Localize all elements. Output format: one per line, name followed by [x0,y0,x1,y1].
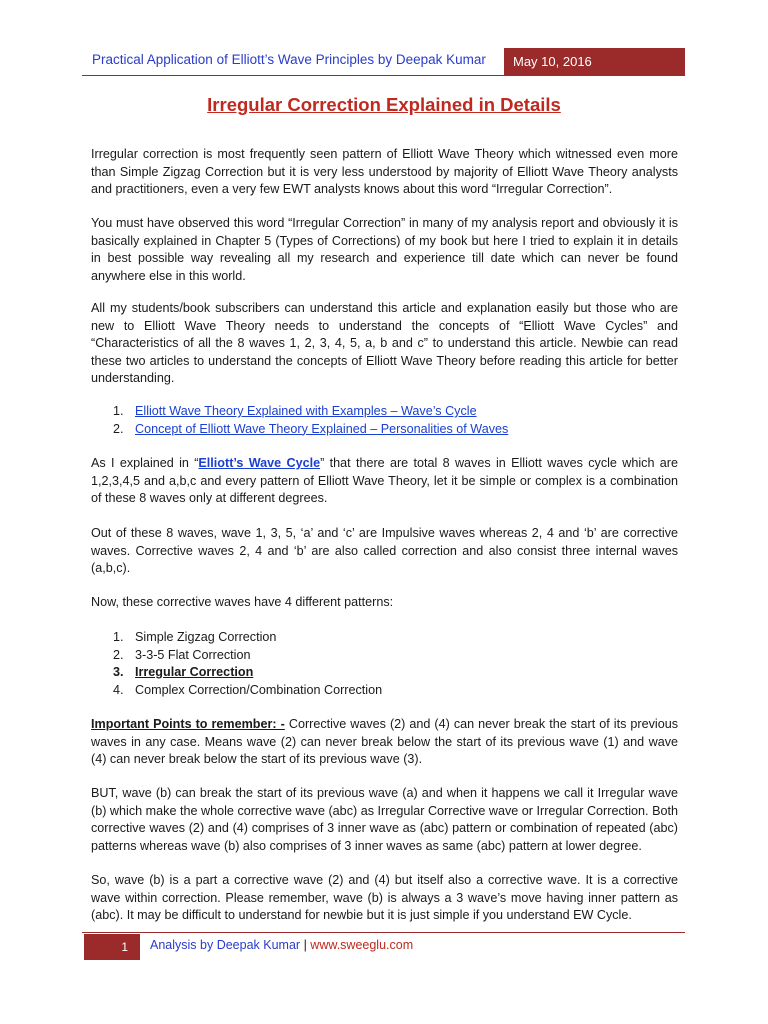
page-header [82,48,685,76]
list-item-text: 3-3-5 Flat Correction [135,647,251,662]
list-item [113,403,673,421]
paragraph-5 [91,525,678,578]
footer-website-link[interactable]: www.sweeglu.com [310,938,414,952]
paragraph-4-rest: ” that there are total 8 waves in Elliott waves cycle which are 1,2,3,4,5 and a,b,c and every pattern of Elliott Wave Theory, let it be simple or complex is a combination of these 8 waves only at different degrees. [91,456,678,505]
document-title [0,94,768,116]
list-number: 2. [113,421,124,436]
document-title-text: Irregular Correction Explained in Details [207,94,561,115]
paragraph-7-rest: Corrective waves (2) and (4) can never break the start of its previous waves in any case. Means wave (2) can never break below the start of its previous wave (1) and wave (4) can never break below the start of its previous wave (3). [91,717,678,766]
paragraph-1-text: Irregular correction is most frequently seen pattern of Elliott Wave Theory which witnessed even more than Simple Zigzag Correction but it is very less understood by majority of Elliott Wave Theory analysts and practitioners, even a very few EWT analysts knows about this word “Irregular Correction”. [91,147,678,196]
paragraph-9-text: So, wave (b) is a part a corrective wave (2) and (4) but itself also a corrective wave. It is a corrective wave within correction. Please remember, wave (b) is always a 3 wave’s move having inner pattern as (abc). It may be difficult to understand for newbie but it is just simple if you understand EW Cycle. [91,873,678,922]
paragraph-4-lead: As I explained in “ [91,456,199,470]
list-item [113,629,673,647]
article-link-personalities[interactable]: Concept of Elliott Wave Theory Explained – Personalities of Waves [135,421,509,436]
paragraph-9 [91,872,678,925]
paragraph-8-text: BUT, wave (b) can break the start of its previous wave (a) and when it happens we call it Irregular wave (b) which make the whole corrective wave (abc) as Irregular Corrective wave or Irregular Correction. Both corrective waves (2) and (4) comprises of 3 inner wave as (abc) pattern or combination of repeated (abc) patterns whereas wave (b) also comprises of 3 inner waves as same (abc) pattern at lower degree. [91,786,678,853]
paragraph-7 [91,716,678,769]
article-links-list [113,403,673,438]
list-item [113,664,673,682]
footer-author: Analysis by Deepak Kumar [150,938,301,952]
paragraph-8 [91,785,678,855]
list-item-text: Simple Zigzag Correction [135,630,277,644]
list-item [113,421,673,439]
footer-separator: | [303,938,307,952]
list-number: 3. [113,665,124,679]
paragraph-6-text: Now, these corrective waves have 4 different patterns: [91,595,394,609]
header-title: Practical Application of Elliott’s Wave Principles by Deepak Kumar [92,52,486,67]
paragraph-2 [91,215,678,285]
elliotts-wave-cycle-link[interactable]: Elliott’s Wave Cycle [198,456,321,470]
list-item-text: Irregular Correction [135,665,254,679]
article-link-wave-cycle[interactable]: Elliott Wave Theory Explained with Examples – Wave’s Cycle [135,404,477,418]
list-number: 2. [113,647,124,662]
patterns-list [113,629,673,699]
list-item [113,682,673,700]
footer-rule [82,932,685,933]
paragraph-4 [91,455,678,508]
paragraph-5-text: Out of these 8 waves, wave 1, 3, 5, ‘a’ and ‘c’ are Impulsive waves whereas 2, 4 and ‘b’ are corrective waves. Corrective waves 2, 4 and ‘b’ are also called correction and also consist three internal waves (a,b,c). [91,526,678,575]
paragraph-7-text [91,716,678,769]
footer-text [150,938,413,952]
paragraph-3-text: All my students/book subscribers can understand this article and explanation easily but those who are new to Elliott Wave Theory needs to understand the concepts of “Elliott Wave Cycles” and “Characteristics of all the 8 waves 1, 2, 3, 4, 5, a, b and c” to understand this article. Newbie can read these two articles to understand the concepts of Elliott Wave Theory before reading this article for better understanding. [91,301,678,385]
list-item-text: Complex Correction/Combination Correction [135,682,383,697]
paragraph-6 [91,594,678,612]
header-date: May 10, 2016 [504,48,685,75]
list-number: 1. [113,404,124,418]
paragraph-4-text [91,455,678,508]
paragraph-3 [91,300,678,388]
paragraph-2-text: You must have observed this word “Irregular Correction” in many of my analysis report and obviously it is basically explained in Chapter 5 (Types of Corrections) of my book but here I tried to explain it in details in best possible way revealing all my research and experience till date which can never be found anywhere else in this world. [91,216,678,283]
paragraph-1 [91,146,678,199]
important-points-label: Important Points to remember: - [91,717,285,731]
page-footer [82,932,685,960]
list-number: 1. [113,630,124,644]
list-number: 4. [113,682,124,697]
header-rule [82,75,685,76]
list-item [113,647,673,665]
page-number: 1 [84,934,140,960]
